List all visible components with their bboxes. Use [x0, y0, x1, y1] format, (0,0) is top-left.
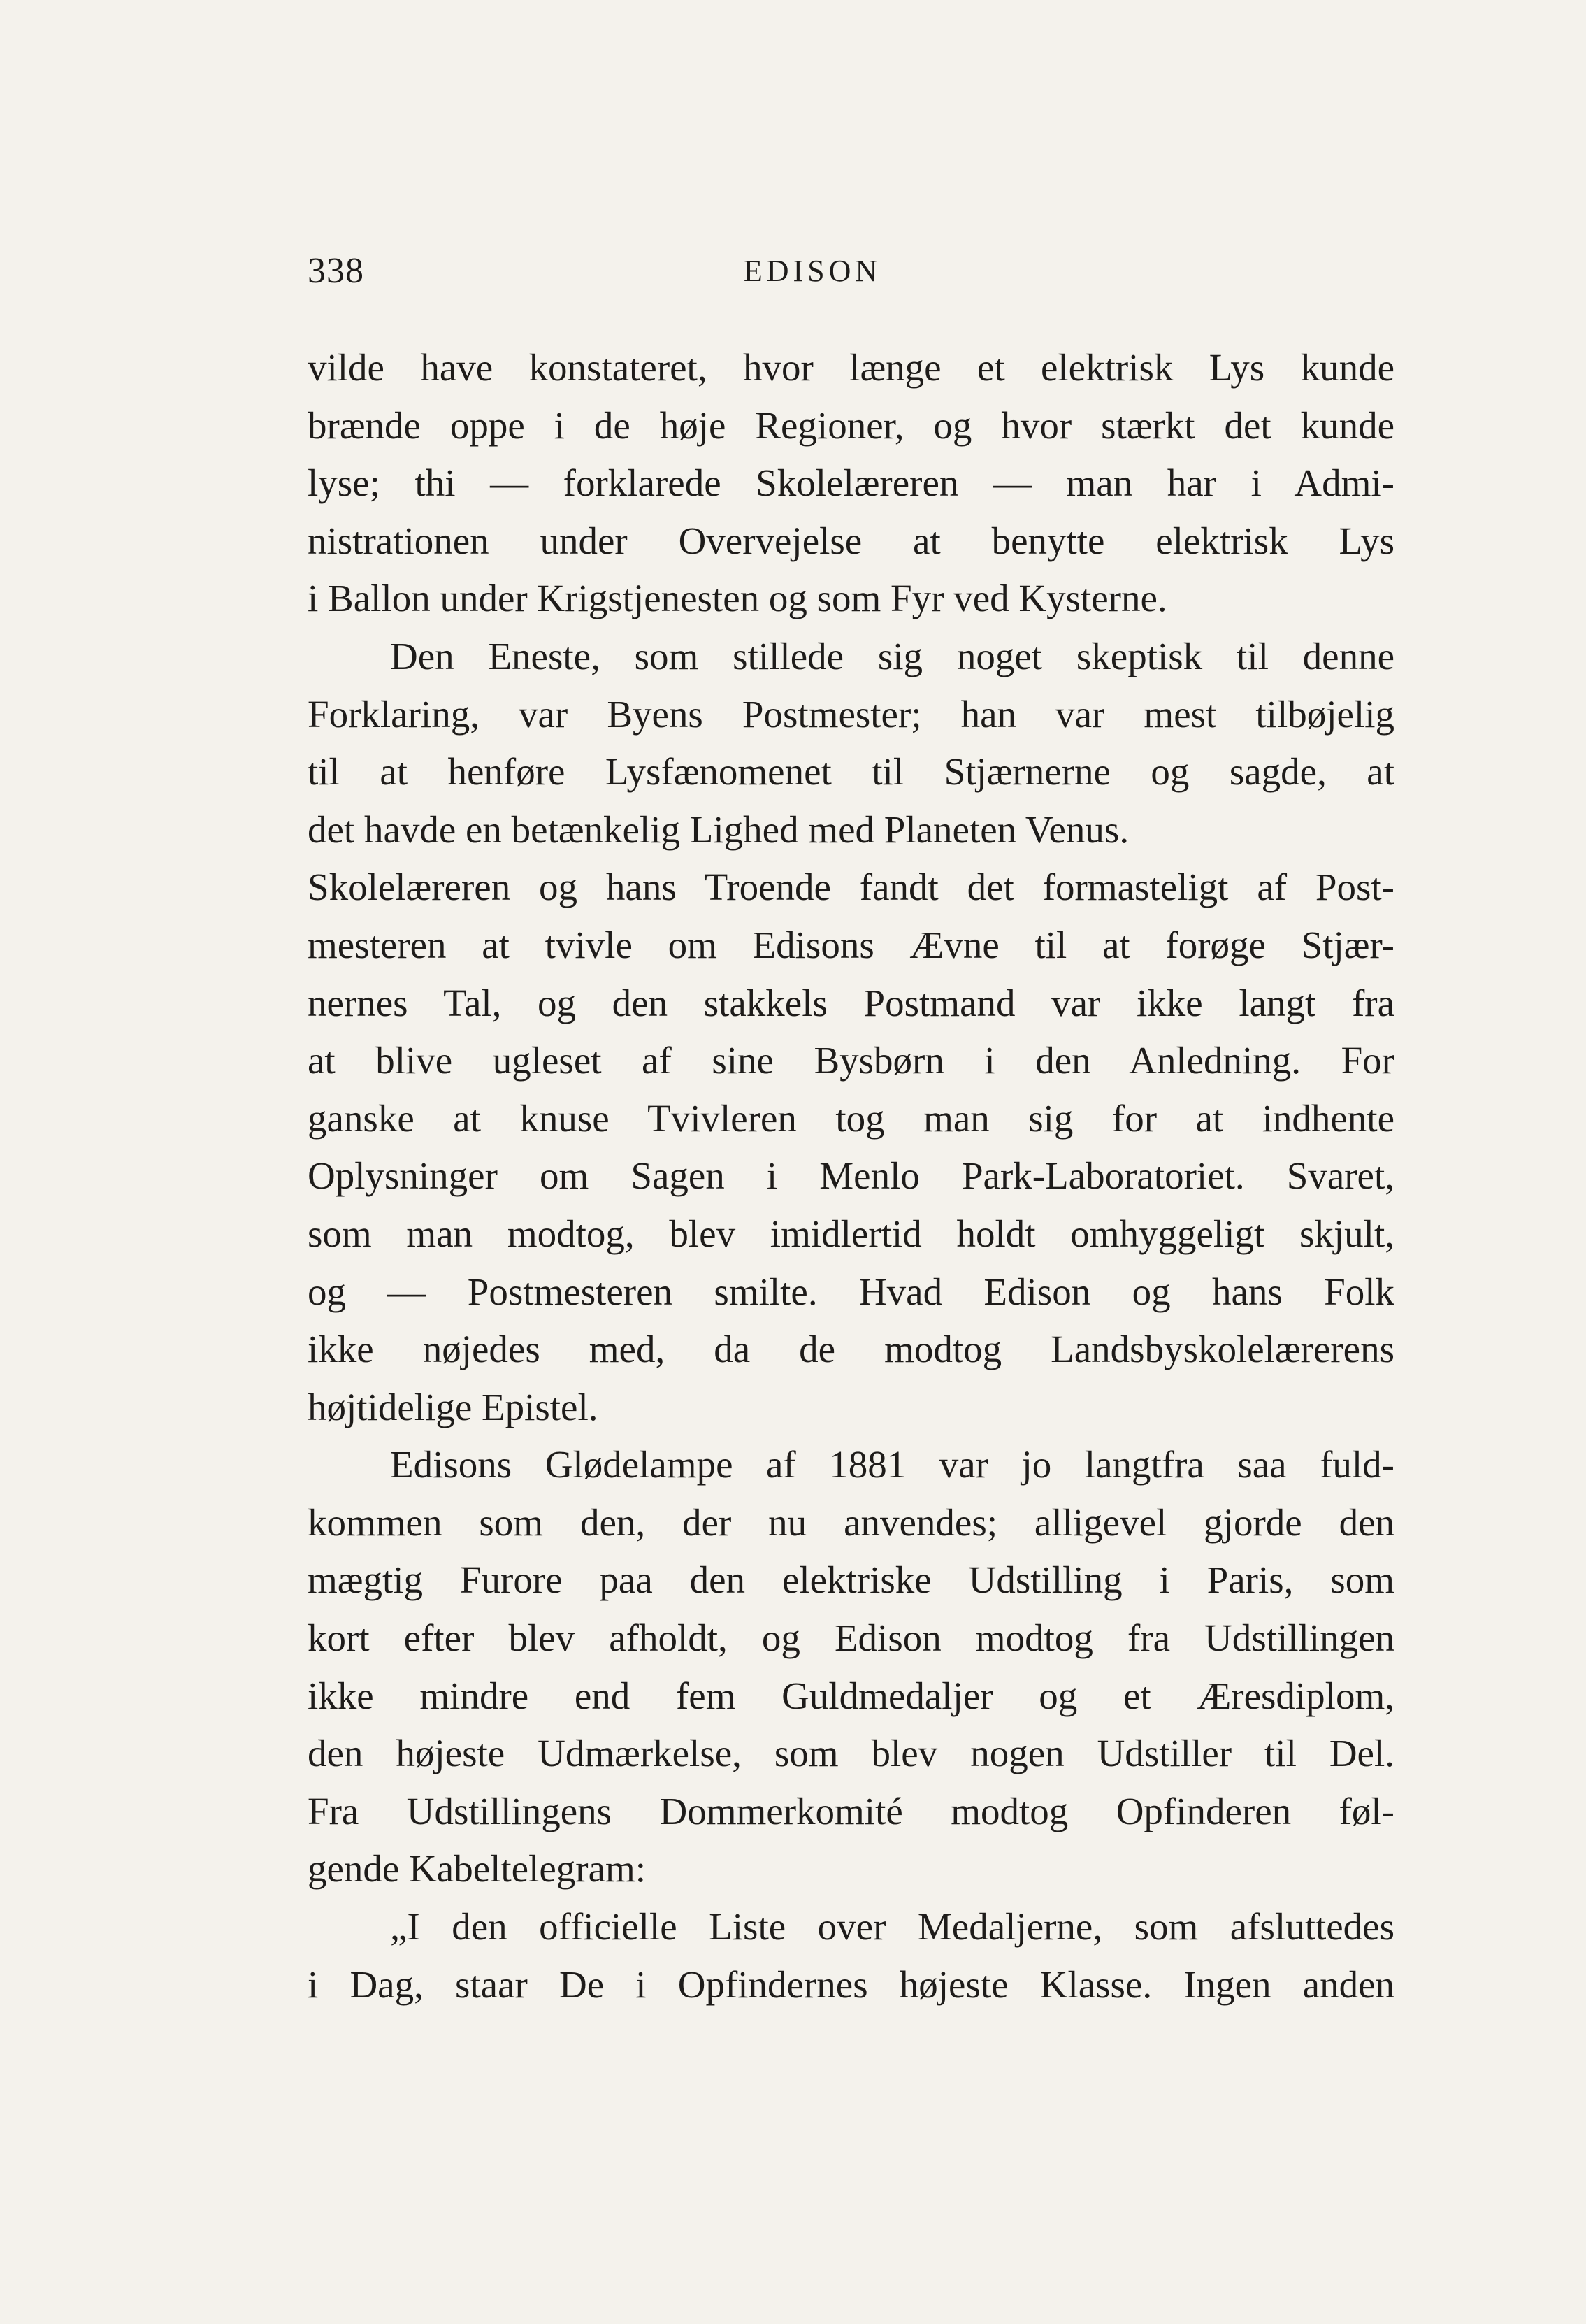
text-line: vilde have konstateret, hvor længe et elektrisk Lys kunde: [308, 346, 1394, 389]
text-line: at blive ugleset af sine Bysbørn i den Anledning. For: [308, 1039, 1394, 1082]
page-number: 338: [308, 251, 364, 291]
text-line: nernes Tal, og den stakkels Postmand var ikke langt fra: [308, 981, 1394, 1024]
body-text: [308, 339, 1394, 2014]
text-line: Fra Udstillingens Dommerkomité modtog Opfinderen føl-: [308, 1789, 1394, 1832]
text-line: lyse; thi — forklarede Skolelæreren — man har i Admi-: [308, 461, 1394, 505]
text-line: til at henføre Lysfænomenet til Stjærnerne og sagde, at: [308, 750, 1394, 794]
text-line: mægtig Furore paa den elektriske Udstilling i Paris, som: [308, 1558, 1394, 1602]
running-title: EDISON: [743, 254, 882, 288]
paragraph-first-line: Den Eneste, som stillede sig noget skeptisk til denne: [390, 634, 1394, 677]
text-line: ganske at knuse Tvivleren tog man sig for at indhente: [308, 1096, 1394, 1140]
paragraph-first-line: „I den officielle Liste over Medaljerne, som afsluttedes: [390, 1905, 1394, 1949]
text-line: brænde oppe i de høje Regioner, og hvor stærkt det kunde: [308, 403, 1394, 447]
text-line: det havde en betænkelig Lighed med Planeten Venus.: [308, 808, 1130, 851]
text-line: Oplysninger om Sagen i Menlo Park-Laboratoriet. Svaret,: [308, 1154, 1394, 1198]
text-line: i Ballon under Krigstjenesten og som Fyr ved Kysterne.: [308, 577, 1167, 620]
paragraph-first-line: Edisons Glødelampe af 1881 var jo langtfra saa fuld-: [390, 1443, 1394, 1486]
text-line: kommen som den, der nu anvendes; alligevel gjorde den: [308, 1500, 1394, 1544]
text-line: Forklaring, var Byens Postmester; han var mest tilbøjelig: [308, 692, 1394, 736]
text-line: ikke nøjedes med, da de modtog Landsbyskolelærerens: [308, 1328, 1394, 1371]
text-line: Skolelæreren og hans Troende fandt det formasteligt af Post-: [308, 866, 1394, 909]
text-line: ikke mindre end fem Guldmedaljer og et Æresdiplom,: [308, 1674, 1394, 1717]
text-line: nistrationen under Overvejelse at benytte elektrisk Lys: [308, 519, 1394, 562]
running-head: [308, 250, 1394, 299]
text-line: kort efter blev afholdt, og Edison modtog fra Udstillingen: [308, 1616, 1394, 1660]
text-line: gende Kabeltelegram:: [308, 1847, 647, 1891]
text-line: i Dag, staar De i Opfindernes højeste Klasse. Ingen anden: [308, 1963, 1394, 2006]
text-line: og — Postmesteren smilte. Hvad Edison og hans Folk: [308, 1270, 1394, 1313]
text-line: som man modtog, blev imidlertid holdt omhyggeligt skjult,: [308, 1212, 1394, 1255]
text-line: den højeste Udmærkelse, som blev nogen Udstiller til Del.: [308, 1732, 1394, 1775]
text-line: mesteren at tvivle om Edisons Ævne til at forøge Stjær-: [308, 923, 1394, 966]
text-line: højtidelige Epistel.: [308, 1385, 598, 1428]
